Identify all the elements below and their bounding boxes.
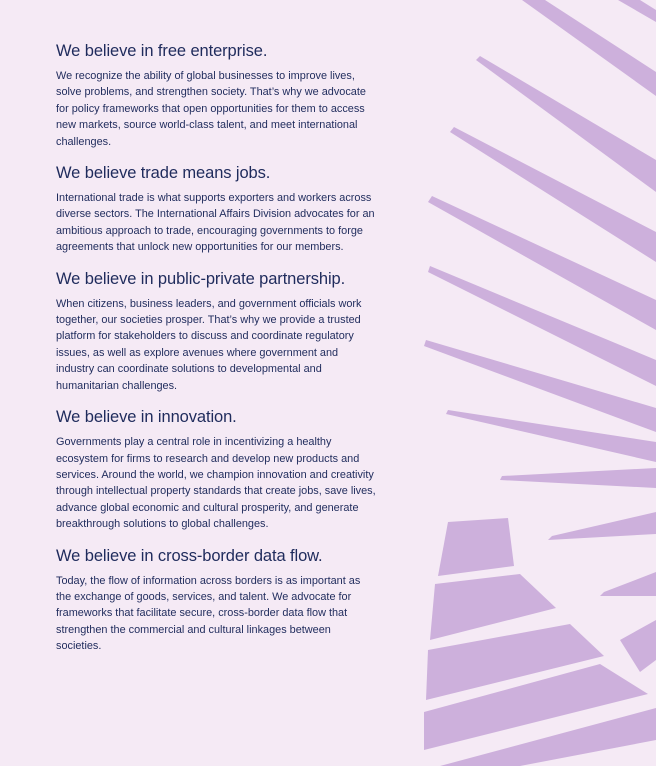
ray — [500, 468, 656, 488]
ray — [620, 620, 656, 672]
wedge — [438, 518, 514, 576]
section-trade-jobs — [56, 163, 376, 256]
ray — [522, 0, 656, 96]
section-body: We recognize the ability of global businesses to improve lives, solve problems, and strengthen society. That’s why we advocate for policy frameworks that open opportunities for them to access new markets, source world-class talent, and meet international challenges. — [56, 70, 366, 148]
section-public-private-partnership — [56, 269, 376, 394]
section-innovation — [56, 407, 376, 532]
section-body: When citizens, business leaders, and government officials work together, our societies prosper. That’s why we provide a trusted platform for stakeholders to discuss and coordinate regulatory issues, as well as explore avenues where government and industry can coordinate solutions to developmental and humanitarian challenges. — [56, 297, 362, 392]
ray — [618, 0, 656, 22]
ray — [428, 266, 656, 386]
section-heading: We believe in free enterprise. — [56, 42, 268, 60]
section-heading: We believe in public-private partnership. — [56, 269, 346, 288]
section-body: International trade is what supports exporters and workers across diverse sectors. The International Affairs Division advocates for an ambitious approach to trade, encouraging governments to forge agreements that unlock new opportunities for our members. — [56, 192, 375, 254]
section-free-enterprise — [56, 41, 376, 150]
section-body: Governments play a central role in incentivizing a healthy ecosystem for firms to research and develop new products and services. Around the world, we champion innovation and creativity through intellectual property standards that create jobs, save lives, advance global economic and cultural prosperity, and generate breakthrough solutions to global challenges. — [56, 436, 376, 531]
section-cross-border-data — [56, 546, 376, 655]
section-body: Today, the flow of information across borders is as important as the exchange of goods, services, and talent. We advocate for frameworks that facilitate secure, cross-border data flow that strengthen the commercial and cultural linkages between societies. — [56, 574, 361, 653]
beliefs-content — [56, 41, 376, 668]
ray — [548, 512, 656, 540]
section-heading: We believe in cross-border data flow. — [56, 546, 323, 565]
ray — [600, 572, 656, 596]
section-heading: We believe in innovation. — [56, 408, 237, 427]
section-heading: We believe trade means jobs. — [56, 164, 271, 183]
